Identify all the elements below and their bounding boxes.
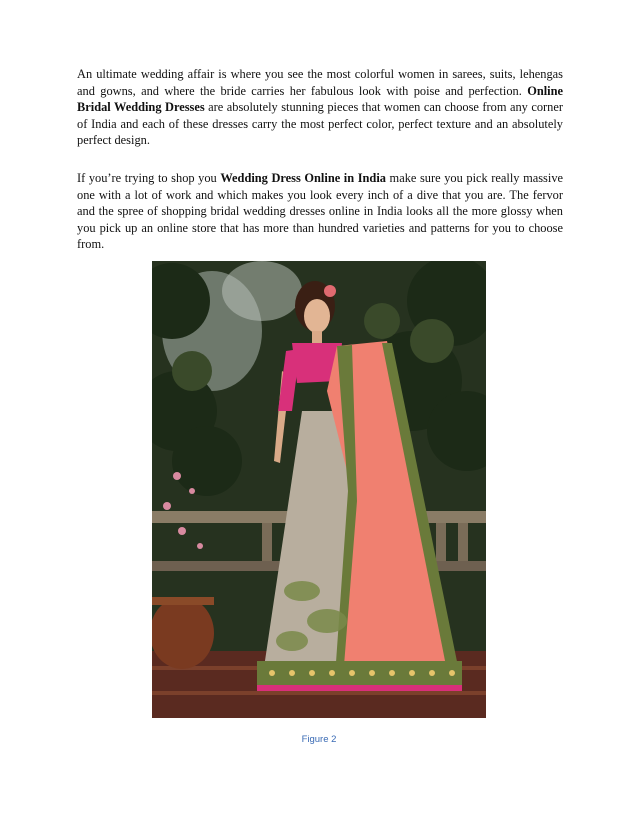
p2-link-wedding-dress-online-in-india: Wedding Dress Online in India [220,171,386,185]
p2-text-2: make sure you pick really massive one with a lot of work and which makes you look every inch of a dive that you are. The fervor and the spree of shopping bridal wedding dresses online in India looks all the more glossy when you pick up an online store that has more than hundred varieties and patterns for you to choose from. [77,171,564,252]
p1-text-2: are absolutely stunning pieces that women can choose from any corner of India and each of these dresses carry the most perfect color, perfect texture and an absolutely perfect design. [77,100,563,148]
p2-text-1: If you’re trying to shop you [77,171,221,185]
saree-photo [152,261,486,718]
p1-link-online-bridal-wedding-dresses: Online Bridal Wedding Dresses [77,83,563,115]
paragraph-1 [77,66,563,149]
figure-caption: Figure 2 [301,734,337,745]
saree-photo-illustration [152,261,486,718]
paragraph-2 [77,170,563,253]
p1-text-1: An ultimate wedding affair is where you see the most colorful women in sarees, suits, lehengas and gowns, and where the bride carries her fabulous look with poise and perfection. [77,67,563,98]
